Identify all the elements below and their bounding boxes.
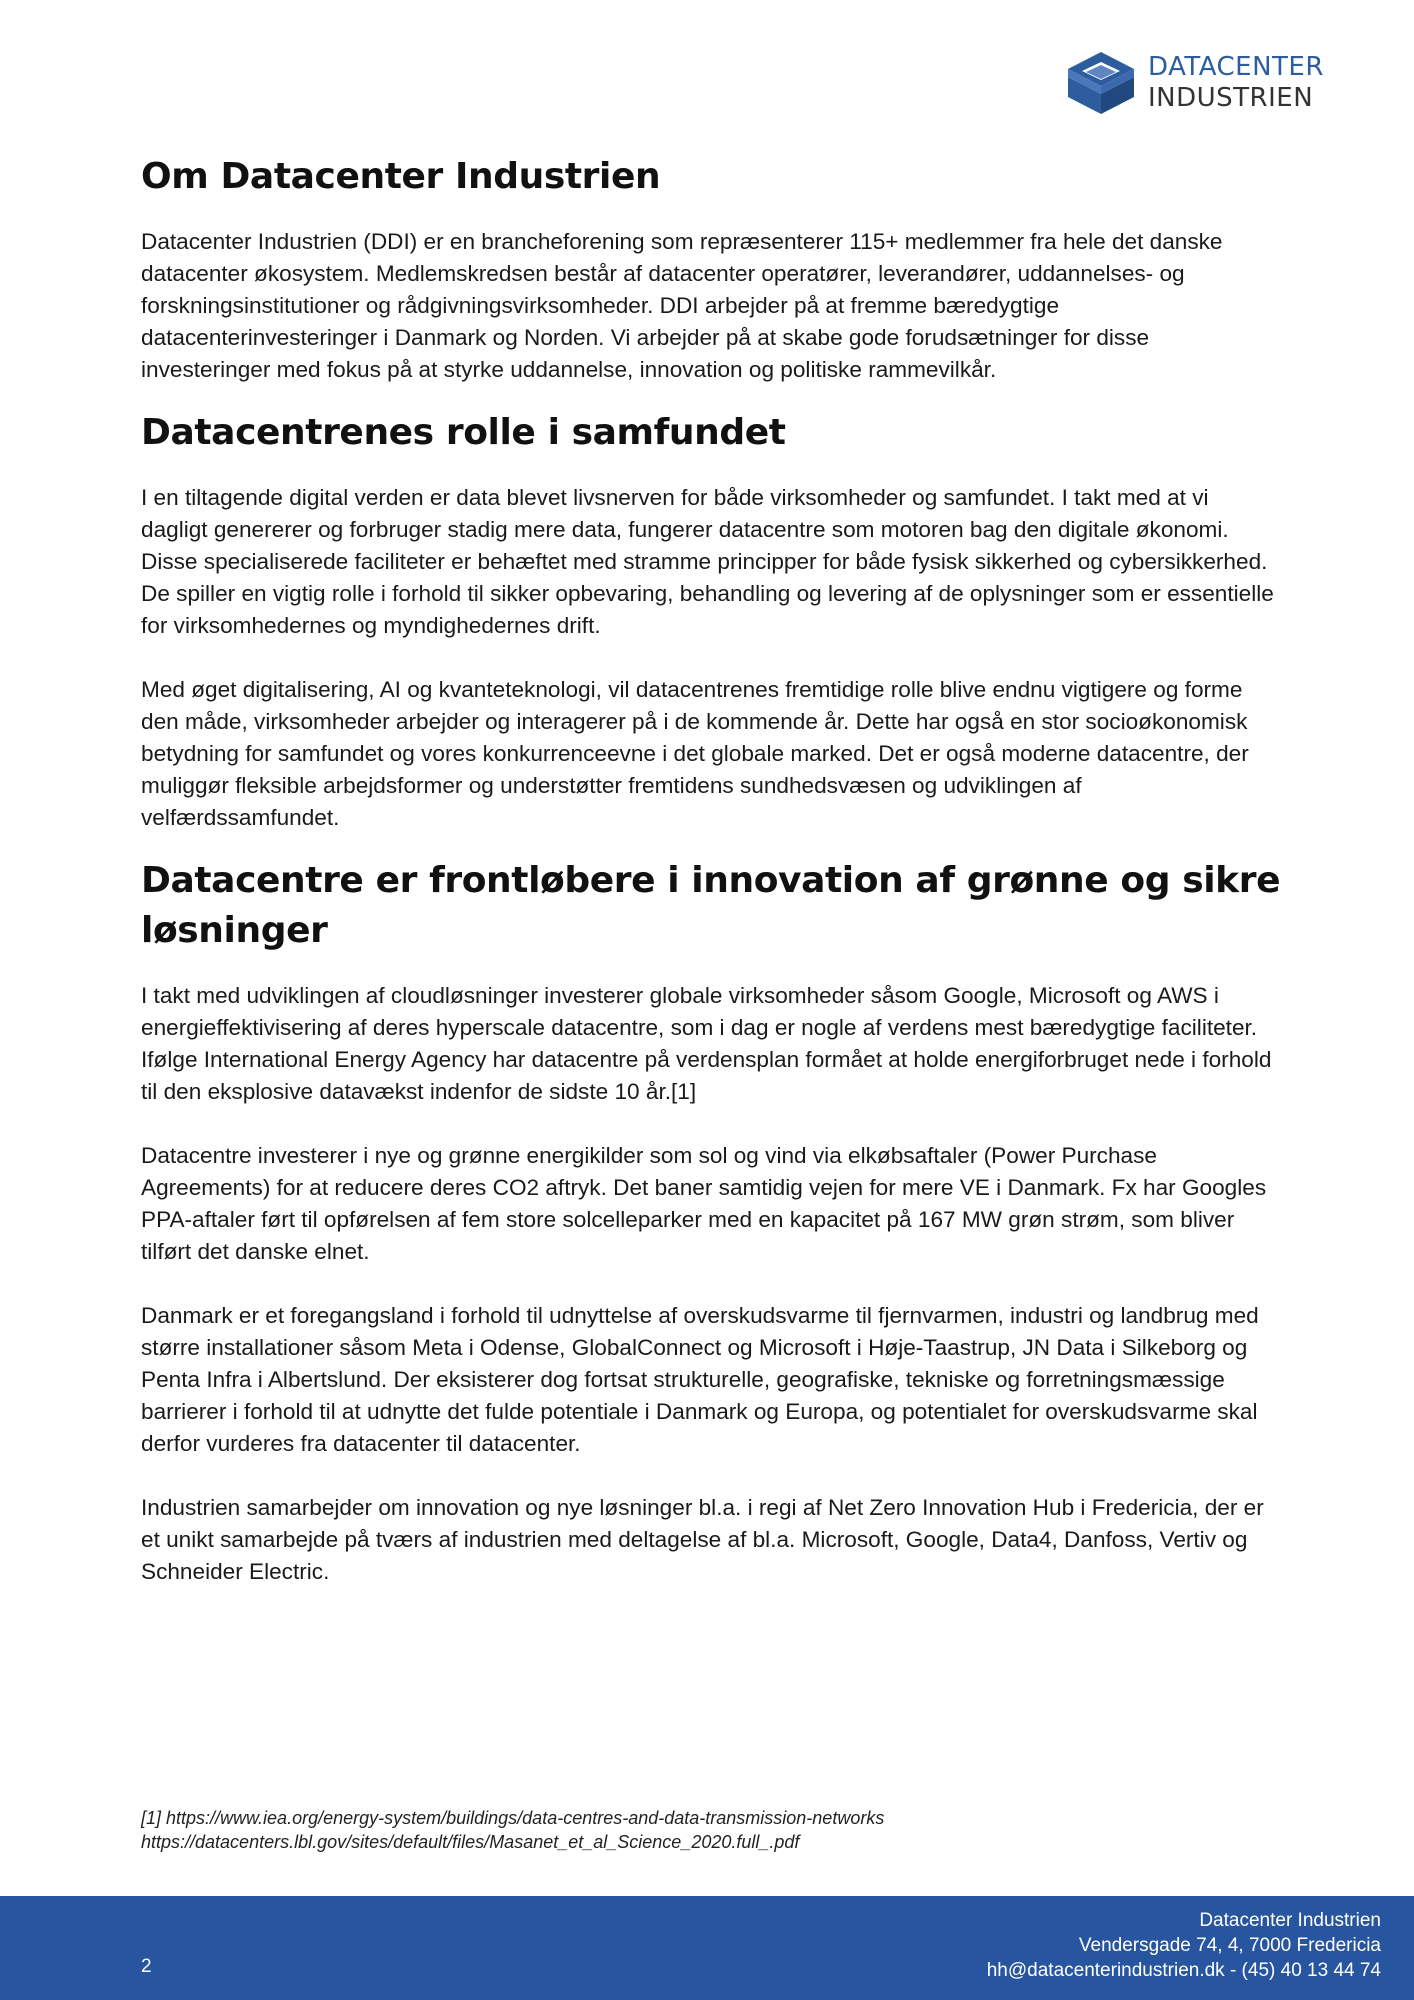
logo <box>1066 50 1356 116</box>
logo-cube-icon <box>1066 50 1136 116</box>
main-content <box>141 152 1281 1588</box>
paragraph: Danmark er et foregangsland i forhold til udnyttelse af overskudsvarme til fjernvarmen, industri og landbrug med større installationer såsom Meta i Odense, GlobalConnect og Microsoft i Høje-Taastrup, JN Data i Silkeborg og Penta Infra i Albertslund. Der eksisterer dog fortsat strukturelle, geografiske, tekniske og forretningsmæssige barrierer i forhold til at udnytte det fulde potentiale i Danmark og Europa, og potentialet for overskudsvarme skal derfor vurderes fra datacenter til datacenter. <box>141 1303 1259 1456</box>
logo-wordmark <box>1148 52 1324 114</box>
footnote-link[interactable]: [1] https://www.iea.org/energy-system/buildings/data-centres-and-data-transmission-networks <box>141 1808 885 1828</box>
paragraph: Med øget digitalisering, AI og kvanteteknologi, vil datacentrenes fremtidige rolle blive endnu vigtigere og forme den måde, virksomheder arbejder og interagerer på i de kommende år. Dette har også en stor socioøkonomisk betydning for samfundet og vores konkurrenceevne i det globale marked. Det er også moderne datacentre, der muliggør fleksible arbejdsformer og understøtter fremtidens sundhedsvæsen og udviklingen af velfærdssamfundet. <box>141 677 1249 830</box>
footer-email-phone[interactable]: hh@datacenterindustrien.dk - (45) 40 13 44 74 <box>986 1960 1381 1981</box>
footnotes <box>141 1806 1281 1854</box>
footer-bar <box>0 1896 1414 2000</box>
logo-line-2: INDUSTRIEN <box>1148 83 1314 113</box>
logo-line-1: DATACENTER <box>1148 52 1324 82</box>
section-heading-om-ddi: Om Datacenter Industrien <box>141 156 661 197</box>
footnote-link[interactable]: https://datacenters.lbl.gov/sites/default/files/Masanet_et_al_Science_2020.full_.pdf <box>141 1832 800 1852</box>
page-number: 2 <box>141 1956 152 1977</box>
paragraph: Datacenter Industrien (DDI) er en brancheforening som repræsenterer 115+ medlemmer fra hele det danske datacenter økosystem. Medlemskredsen består af datacenter operatører, leverandører, uddannelses- og forskningsinstitutioner og rådgivningsvirksomheder. DDI arbejder på at fremme bæredygtige datacenterinvesteringer i Danmark og Norden. Vi arbejder på at skabe gode forudsætninger for disse investeringer med fokus på at styrke uddannelse, innovation og politiske rammevilkår. <box>141 229 1223 382</box>
footer-contact <box>987 1908 1381 1983</box>
paragraph: Industrien samarbejder om innovation og nye løsninger bl.a. i regi af Net Zero Innovation Hub i Fredericia, der er et unikt samarbejde på tværs af industrien med deltagelse af bl.a. Microsoft, Google, Data4, Danfoss, Vertiv og Schneider Electric. <box>141 1495 1264 1584</box>
section-heading-samfundet: Datacentrenes rolle i samfundet <box>141 412 786 453</box>
paragraph: I en tiltagende digital verden er data blevet livsnerven for både virksomheder og samfundet. I takt med at vi dagligt genererer og forbruger stadig mere data, fungerer datacentre som motoren bag den digitale økonomi. Disse specialiserede faciliteter er behæftet med stramme principper for både fysisk sikkerhed og cybersikkerhed. De spiller en vigtig rolle i forhold til sikker opbevaring, behandling og levering af de oplysninger som er essentielle for virksomhedernes og myndighedernes drift. <box>141 485 1274 638</box>
paragraph: I takt med udviklingen af cloudløsninger investerer globale virksomheder såsom Google, Microsoft og AWS i energieffektivisering af deres hyperscale datacentre, som i dag er nogle af verdens mest bæredygtige faciliteter. Ifølge International Energy Agency har datacentre på verdensplan formået at holde energiforbruget nede i forhold til den eksplosive datavækst indenfor de sidste 10 år.[1] <box>141 983 1272 1104</box>
footer-org: Datacenter Industrien <box>1199 1910 1381 1931</box>
footer-address: Vendersgade 74, 4, 7000 Fredericia <box>1078 1935 1381 1956</box>
paragraph: Datacentre investerer i nye og grønne energikilder som sol og vind via elkøbsaftaler (Power Purchase Agreements) for at reducere deres CO2 aftryk. Det baner samtidig vejen for mere VE i Danmark. Fx har Googles PPA-aftaler ført til opførelsen af fem store solcelleparker med en kapacitet på 167 MW grøn strøm, som bliver tilført det danske elnet. <box>141 1143 1267 1264</box>
section-heading-innovation: Datacentre er frontløbere i innovation af grønne og sikre løsninger <box>141 860 1281 951</box>
